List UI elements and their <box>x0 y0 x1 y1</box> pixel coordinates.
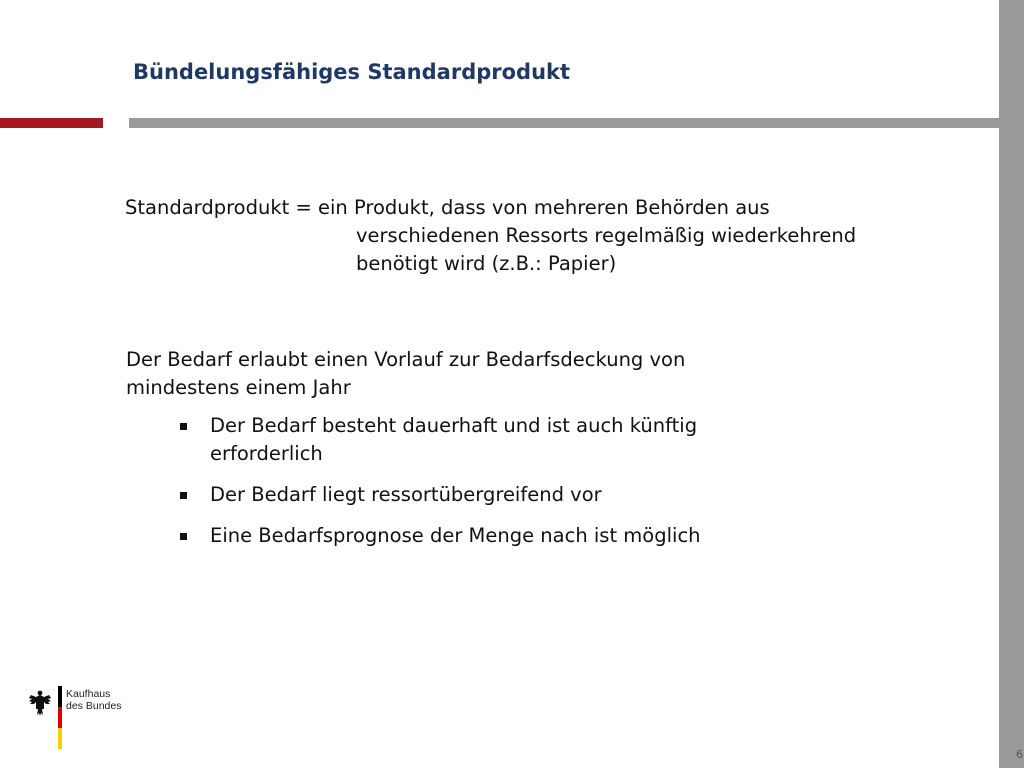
bedarf-block <box>126 346 806 563</box>
page-number: 6 <box>1016 748 1023 761</box>
logo-text-line: des Bundes <box>66 700 122 712</box>
kaufhaus-des-bundes-logo <box>28 686 128 750</box>
bullet-item <box>126 522 806 550</box>
square-bullet-icon <box>180 492 187 499</box>
bullet-text-line: Eine Bedarfsprognose der Menge nach ist möglich <box>210 524 701 547</box>
definition-block <box>125 194 985 278</box>
bullet-item <box>126 481 806 509</box>
definition-line: benötigt wird (z.B.: Papier) <box>356 252 617 275</box>
logo-text <box>66 688 121 712</box>
title-accent-red-bar <box>0 118 103 128</box>
slide-title: Bündelungsfähiges Standardprodukt <box>133 60 571 84</box>
logo-text-line: Kaufhaus <box>66 688 111 700</box>
bedarf-intro-line: Der Bedarf erlaubt einen Vorlauf zur Bedarfsdeckung von <box>126 348 686 371</box>
definition-line: Standardprodukt = ein Produkt, dass von mehreren Behörden aus <box>125 196 770 219</box>
bedarf-intro-line: mindestens einem Jahr <box>126 376 351 399</box>
federal-eagle-icon <box>28 689 52 717</box>
german-flag-stripe <box>58 686 62 749</box>
bullet-item <box>126 412 806 468</box>
title-accent-gray-bar <box>129 118 999 128</box>
bullet-text-line: Der Bedarf besteht dauerhaft und ist auch künftig <box>210 414 698 437</box>
bedarf-bullet-list <box>126 412 806 550</box>
square-bullet-icon <box>180 423 187 430</box>
right-side-bar <box>999 0 1024 768</box>
bedarf-intro <box>126 346 806 402</box>
bullet-text-line: erforderlich <box>210 442 323 465</box>
definition-line: verschiedenen Ressorts regelmäßig wiederkehrend <box>356 224 857 247</box>
square-bullet-icon <box>180 533 187 540</box>
bullet-text-line: Der Bedarf liegt ressortübergreifend vor <box>210 483 602 506</box>
